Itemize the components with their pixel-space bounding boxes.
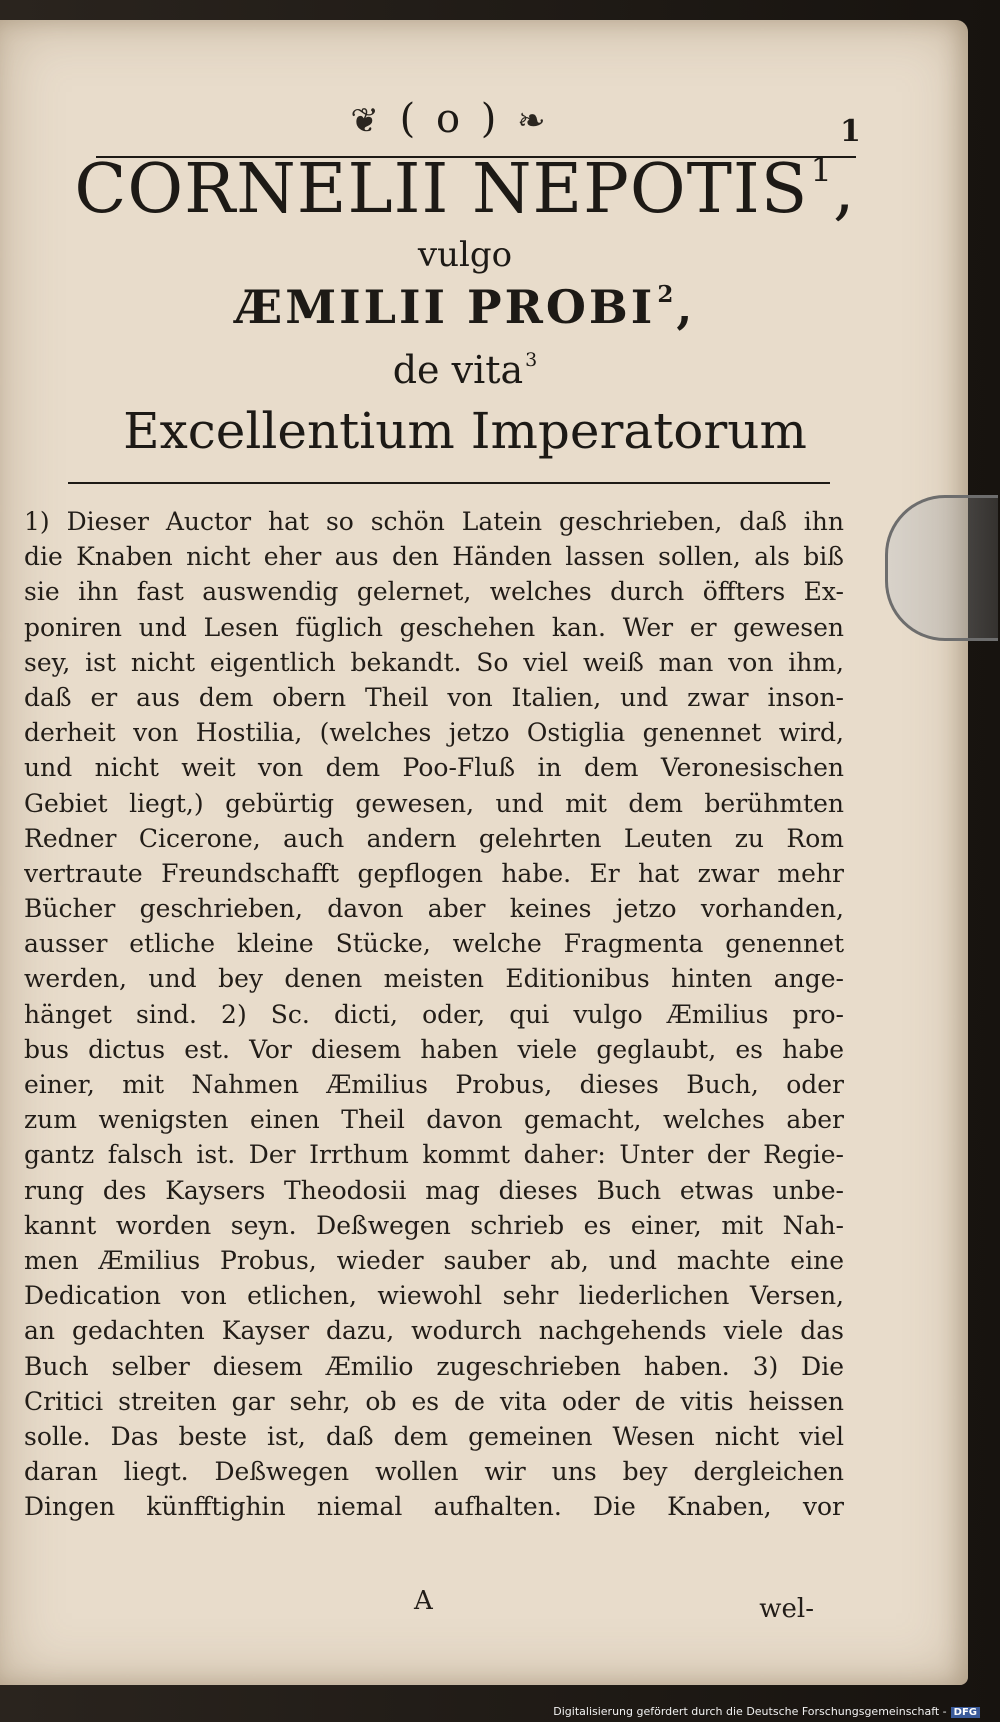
- text-line: sey, ist nicht eigentlich bekandt. So viel weiß man von ihm,: [24, 647, 844, 677]
- text-line: gantz falsch ist. Der Irrthum kommt daher: Unter der Regie-: [24, 1140, 844, 1170]
- author-name: CORNELII NEPOTIS: [74, 150, 809, 229]
- text-line: Critici streiten gar sehr, ob es de vita oder de vitis heissen: [24, 1386, 844, 1416]
- text-line: rung des Kaysers Theodosii mag dieses Buch etwas unbe-: [24, 1175, 844, 1205]
- page-clip-icon: [885, 495, 998, 641]
- title-line-2: vulgo: [417, 235, 513, 275]
- page-number: 1: [840, 114, 861, 149]
- dfg-logo-icon: DFG: [951, 1707, 980, 1718]
- text-line: Gebiet liegt,) gebürtig gewesen, und mit dem berühmten: [24, 788, 844, 818]
- text-line: ausser etliche kleine Stücke, welche Fragmenta genennet: [24, 929, 844, 959]
- footnote-marker-1: 1: [810, 150, 834, 191]
- text-line: Dingen künfftighin niemal aufhalten. Die Knaben, vor: [24, 1492, 844, 1522]
- text-line: poniren und Lesen füglich geschehen kan. Wer er gewesen: [24, 612, 844, 642]
- alt-author-name: ÆMILII PROBI: [234, 280, 656, 334]
- text-line: vertraute Freundschafft gepflogen habe. Er hat zwar mehr: [24, 858, 844, 888]
- text-line: Dedication von etlichen, wiewohl sehr liederlichen Versen,: [24, 1281, 844, 1311]
- book-page: [0, 20, 968, 1685]
- credit-text: Digitalisierung gefördert durch die Deutsche Forschungsgemeinschaft -: [553, 1705, 947, 1718]
- signature-mark: A: [414, 1586, 433, 1616]
- text-line: bus dictus est. Vor diesem haben viele geglaubt, es habe: [24, 1034, 844, 1064]
- ornament-text: ( o ): [399, 96, 501, 142]
- digitization-credit: [0, 1705, 980, 1718]
- text-line: derheit von Hostilia, (welches jetzo Ostiglia genennet wird,: [24, 718, 844, 748]
- text-line: 1) Dieser Auctor hat so schön Latein geschrieben, daß ihn: [24, 507, 844, 536]
- de-vita: de vita: [392, 348, 524, 392]
- text-line: zum wenigsten einen Theil davon gemacht, welches aber: [24, 1105, 844, 1135]
- title-line-1: CORNELII NEPOTIS$^1$,: [74, 150, 856, 229]
- flourish-right-icon: ❧: [517, 101, 550, 141]
- title-line-3: ÆMILII PROBI$^2$,: [234, 280, 696, 334]
- bottom-rule: [68, 482, 830, 484]
- text-line: men Æmilius Probus, wieder sauber ab, und machte eine: [24, 1245, 844, 1275]
- text-line: Buch selber diesem Æmilio zugeschrieben haben. 3) Die: [24, 1351, 844, 1381]
- text-line: an gedachten Kayser dazu, wodurch nachgehends viele das: [24, 1316, 844, 1346]
- text-line: solle. Das beste ist, daß dem gemeinen Wesen nicht viel: [24, 1421, 844, 1451]
- text-line: kannt worden seyn. Deßwegen schrieb es einer, mit Nah-: [24, 1210, 844, 1240]
- text-line: Redner Cicerone, auch andern gelehrten Leuten zu Rom: [24, 823, 844, 853]
- text-line: daran liegt. Deßwegen wollen wir uns bey dergleichen: [24, 1457, 844, 1487]
- text-line: und nicht weit von dem Poo-Fluß in dem Veronesischen: [24, 753, 844, 783]
- footnote-marker-2: 2: [657, 281, 677, 309]
- text-line: einer, mit Nahmen Æmilius Probus, dieses Buch, oder: [24, 1070, 844, 1099]
- commentary-text: [24, 504, 844, 1524]
- text-line: Bücher geschrieben, davon aber keines jetzo vorhanden,: [24, 894, 844, 924]
- text-line: die Knaben nicht eher aus den Händen lassen sollen, als biß: [24, 542, 844, 572]
- text-line: daß er aus dem obern Theil von Italien, und zwar inson-: [24, 682, 844, 712]
- flourish-left-icon: ❦: [350, 101, 383, 141]
- title-line-4: [40, 348, 890, 392]
- text-line: sie ihn fast auswendig gelernet, welches durch öffters Ex-: [24, 577, 844, 607]
- footnote-marker-3: 3: [525, 348, 538, 371]
- page-footer-marks: [24, 1586, 814, 1626]
- text-line: werden, und bey denen meisten Editionibus hinten ange-: [24, 964, 844, 994]
- header-ornament: [0, 96, 900, 142]
- text-line: hänget sind. 2) Sc. dicti, oder, qui vulgo Æmilius pro-: [24, 999, 844, 1029]
- title-line-5: Excellentium Imperatorum: [123, 402, 807, 460]
- catchword: wel-: [759, 1594, 814, 1624]
